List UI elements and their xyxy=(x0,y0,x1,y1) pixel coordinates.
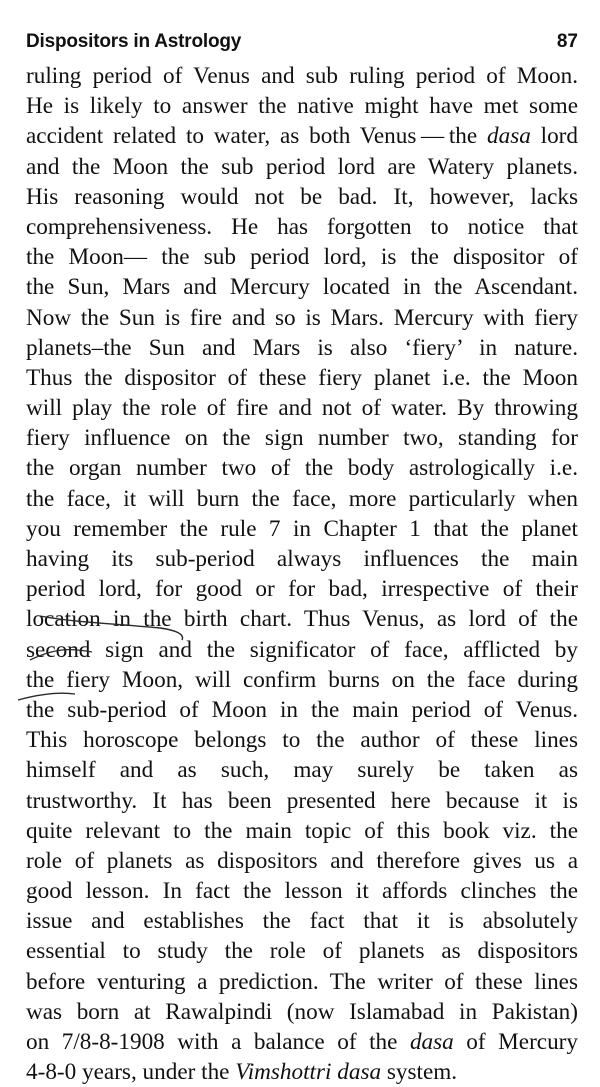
text-line xyxy=(26,484,578,514)
text-segment: good lesson. In fact the lesson it affords clinches the xyxy=(26,878,578,905)
italic-term: dasa xyxy=(487,123,531,150)
text-segment: essential to study the role of planets as dispositors xyxy=(26,938,578,965)
italic-term: Vimshottri dasa xyxy=(235,1059,382,1086)
text-segment: having its sub-period always influences the main xyxy=(26,546,578,572)
text-line xyxy=(26,755,578,785)
text-line xyxy=(26,91,578,121)
italic-term: dasa xyxy=(409,1029,454,1055)
text-segment: period lord, for good or for bad, irrespective of their xyxy=(26,576,578,603)
text-line xyxy=(26,1057,578,1087)
text-line xyxy=(26,544,578,574)
text-segment: before venturing a prediction. The writer of these lines xyxy=(26,968,578,995)
text-line xyxy=(26,695,578,725)
text-segment: the organ number two of the body astrologically i.e. xyxy=(26,455,578,482)
text-segment: accident related to water, as both Venus — the xyxy=(26,123,488,150)
text-segment: system. xyxy=(381,1059,458,1086)
text-line xyxy=(26,423,578,453)
text-line xyxy=(26,1027,578,1057)
text-segment: location in the birth chart. Thus Venus, as lord of the xyxy=(26,606,578,633)
text-line xyxy=(26,997,578,1027)
text-segment: second sign and the significator of face, afflicted by xyxy=(26,636,578,663)
text-segment: the fiery Moon, will confirm burns on the face during xyxy=(26,666,578,693)
text-line xyxy=(26,786,578,816)
text-line xyxy=(26,906,578,936)
text-segment: trustworthy. It has been presented here because it is xyxy=(26,787,578,814)
text-line xyxy=(26,333,578,363)
text-segment: on 7/8-8-1908 with a balance of the xyxy=(26,1029,410,1055)
text-segment: himself and as such, may surely be taken as xyxy=(26,757,578,784)
page-number: 87 xyxy=(556,31,578,52)
text-line xyxy=(26,363,578,393)
text-line xyxy=(26,604,578,634)
text-segment: of Mercury xyxy=(453,1029,578,1055)
text-segment: and the Moon the sub period lord are Watery planets. xyxy=(26,153,578,180)
text-segment: comprehensiveness. He has forgotten to notice that xyxy=(26,213,578,240)
text-line xyxy=(26,212,578,242)
chapter-title: Dispositors in Astrology xyxy=(26,31,242,52)
text-segment: you remember the rule 7 in Chapter 1 that the planet xyxy=(26,515,578,542)
text-line xyxy=(26,272,578,302)
text-segment: role of planets as dispositors and therefore gives us a xyxy=(26,847,578,874)
text-line xyxy=(26,635,578,665)
text-segment: the face, it will burn the face, more particularly when xyxy=(26,485,578,512)
text-segment: issue and establishes the fact that it is absolutely xyxy=(26,908,578,935)
text-line xyxy=(26,574,578,604)
text-segment: the Moon— the sub period lord, is the dispositor of xyxy=(26,244,578,271)
text-segment: fiery influence on the sign number two, standing for xyxy=(26,425,578,452)
text-segment: the sub-period of Moon in the main period of Venus. xyxy=(26,696,578,723)
text-line xyxy=(26,816,578,846)
text-segment: ruling period of Venus and sub ruling period of Moon. xyxy=(26,63,578,89)
text-line xyxy=(26,152,578,182)
text-line xyxy=(26,242,578,272)
text-segment: His reasoning would not be bad. It, however, lacks xyxy=(26,183,578,210)
text-line xyxy=(26,514,578,544)
text-line xyxy=(26,725,578,755)
text-segment: was born at Rawalpindi (now Islamabad in Pakistan) xyxy=(26,998,578,1025)
text-segment: Thus the dispositor of these fiery planet i.e. the Moon xyxy=(26,364,578,391)
text-line xyxy=(26,182,578,212)
text-segment: lord xyxy=(530,123,578,150)
text-segment: planets–the Sun and Mars is also ‘fiery’ in nature. xyxy=(26,334,578,361)
text-segment: This horoscope belongs to the author of these lines xyxy=(26,727,578,754)
text-line xyxy=(26,665,578,695)
text-line xyxy=(26,936,578,966)
text-line xyxy=(26,303,578,333)
text-line xyxy=(26,876,578,906)
text-line xyxy=(26,393,578,423)
text-line xyxy=(26,967,578,997)
text-line xyxy=(26,846,578,876)
text-segment: the Sun, Mars and Mercury located in the Ascendant. xyxy=(26,274,578,301)
text-segment: 4-8-0 years, under the xyxy=(26,1059,236,1086)
text-line xyxy=(26,61,578,91)
text-line xyxy=(26,453,578,483)
text-segment: He is likely to answer the native might have met some xyxy=(26,93,578,120)
text-segment: quite relevant to the main topic of this book viz. the xyxy=(26,817,578,844)
text-line xyxy=(26,121,578,151)
running-header xyxy=(26,31,578,55)
text-segment: Now the Sun is fire and so is Mars. Mercury with fiery xyxy=(26,304,578,331)
text-segment: will play the role of fire and not of water. By throwing xyxy=(26,395,578,422)
body-paragraph xyxy=(26,61,578,1087)
